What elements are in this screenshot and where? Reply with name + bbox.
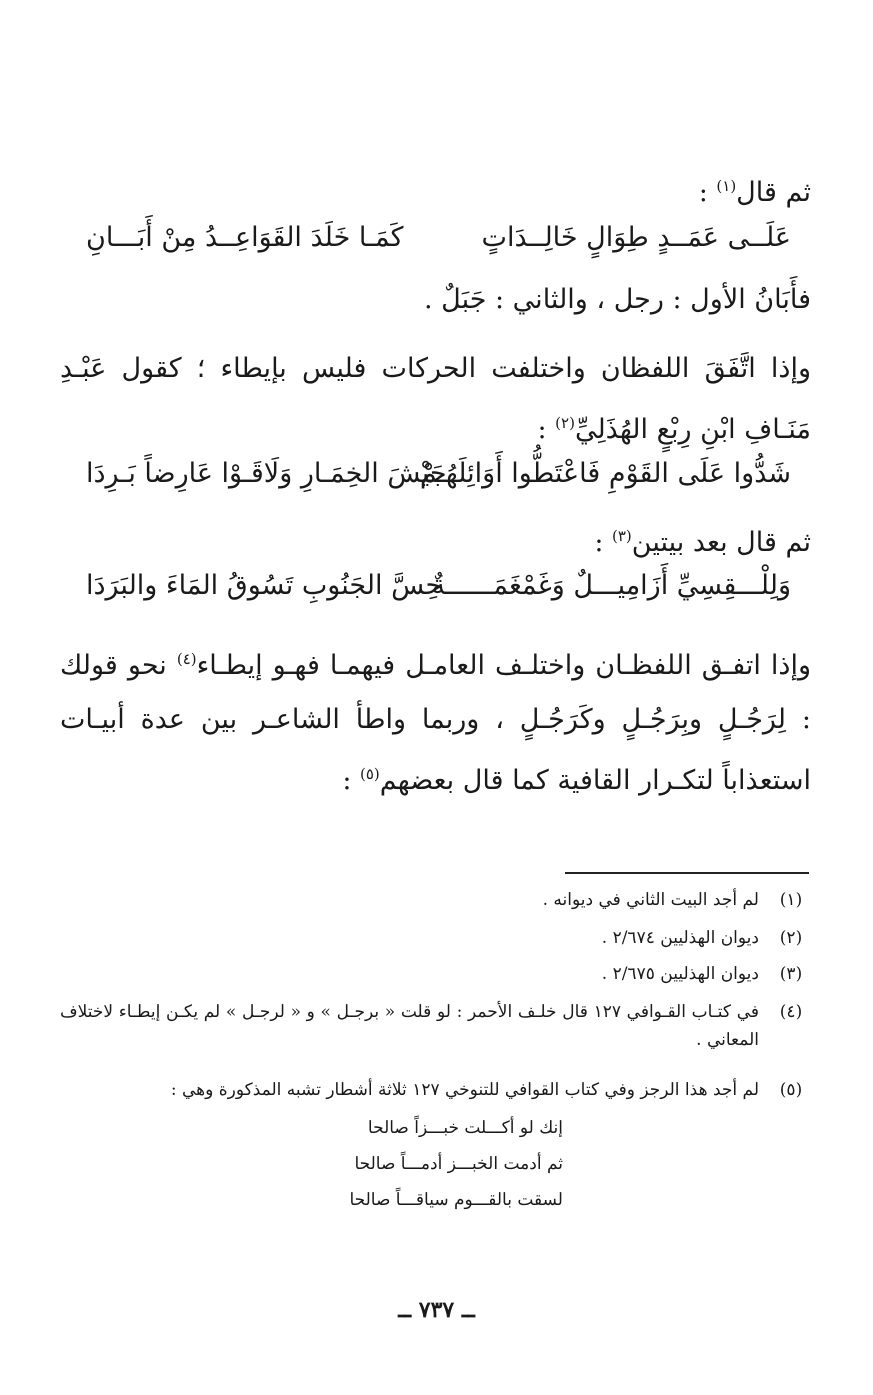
footnote-ref-4[interactable]: (٤) xyxy=(176,650,197,668)
footnote-ref-3[interactable]: (٣) xyxy=(612,527,632,545)
footnote-number: (٢) xyxy=(779,928,803,948)
intro-line-1: ثم قال$^{(١)}$ : xyxy=(698,177,811,208)
footnote-text: لم أجد البيت الثاني في ديوانه . xyxy=(542,890,759,910)
footnote-divider xyxy=(565,872,809,874)
verse-3-second-hemistich: حِسَّ الجَنُوبِ تَسُوقُ المَاءَ والبَرَدَا xyxy=(86,570,443,601)
verse-1-second-hemistich: كَمَـا خَلَدَ القَوَاعِــدُ مِنْ أَبَـــانِ xyxy=(86,222,404,253)
verse-2-second-hemistich: جَيْشَ الخِمَـارِ وَلَاقَـوْا عَارِضاً بَـرِدَا xyxy=(86,458,447,489)
verse-3-first-hemistich: وَلِلْـــقِسِيِّ أَزَامِيـــلٌ وَغَمْغَمَــــــةٌ xyxy=(431,570,791,601)
footnote-ref-1[interactable]: (١) xyxy=(716,177,737,195)
footnote-verse-line: إنك لو أكـــلت خبـــزاً صالحا xyxy=(367,1118,563,1138)
footnote-text: لم أجد هذا الرجز وفي كتاب القوافي للتنوخي ١٢٧ ثلاثة أشطار تشبه المذكورة وهي : xyxy=(170,1080,759,1100)
footnote-verse-line: لسقت بالقـــوم سياقـــاً صالحا xyxy=(349,1190,563,1210)
paragraph-2: وإذا اتفـق اللفظـان واختلـف العامـل فيهمـا فهـو إيطـاء$^{(٤)}$ نحو قولك : لِرَجُـلٍ وبِرَجُـلٍ وكَرَجُـلٍ ، وربما واطأ الشاعـر بين عدة أبيـات استعذاباً لتكـرار القافية كما قال بعضهم$^{(٥)}$ : xyxy=(60,650,811,796)
verse-1 xyxy=(86,222,791,266)
explanation-line: فأَبَانُ الأول : رجل ، والثاني : جَبَلٌ . xyxy=(423,284,811,315)
footnote-ref-5[interactable]: (٥) xyxy=(360,765,380,783)
footnote-text: ديوان الهذليين ٢/٦٧٥ . xyxy=(601,964,759,984)
footnote-4 xyxy=(60,998,811,1054)
page-number: ــ ٧٣٧ ــ xyxy=(398,1297,475,1323)
footnote-1 xyxy=(60,886,811,914)
footnote-verse-line: ثم أدمت الخبـــز أدمـــاً صالحا xyxy=(354,1154,563,1174)
footnote-number: (١) xyxy=(779,890,803,910)
footnote-ref-2[interactable]: (٢) xyxy=(555,414,575,432)
footnote-number: (٥) xyxy=(779,1080,803,1100)
footnote-5 xyxy=(60,1076,811,1104)
verse-1-first-hemistich: عَلَــى عَمَــدٍ طِوَالٍ خَالِــدَاتٍ xyxy=(481,222,791,253)
footnote-2 xyxy=(60,924,811,952)
footnote-text: في كتـاب القـوافي ١٢٧ قال خلـف الأحمر : لو قلت « برجـل » و « لرجـل » لم يكـن إيطـاء لاختلاف المعاني . xyxy=(60,1002,759,1050)
verse-2-first-hemistich: شَدُّوا عَلَى القَوْمِ فَاعْتَطُّوا أَوَائِلَهُـمْ xyxy=(419,458,791,489)
paragraph-1: وإذا اتَّفَقَ اللفظان واختلفت الحركات فليس بإيطاء ؛ كقول عَبْـدِ مَنَـافِ ابْنِ رِبْعٍ الهُذَلِيِّ$^{(٢)}$ : xyxy=(60,353,811,445)
verse-3 xyxy=(86,570,791,614)
footnote-text: ديوان الهذليين ٢/٦٧٤ . xyxy=(601,928,759,948)
footnote-number: (٣) xyxy=(779,964,803,984)
verse-2 xyxy=(86,458,791,502)
footnote-3 xyxy=(60,960,811,988)
intro-line-3: ثم قال بعد بيتين$^{(٣)}$ : xyxy=(594,527,811,558)
footnote-number: (٤) xyxy=(779,1002,803,1022)
